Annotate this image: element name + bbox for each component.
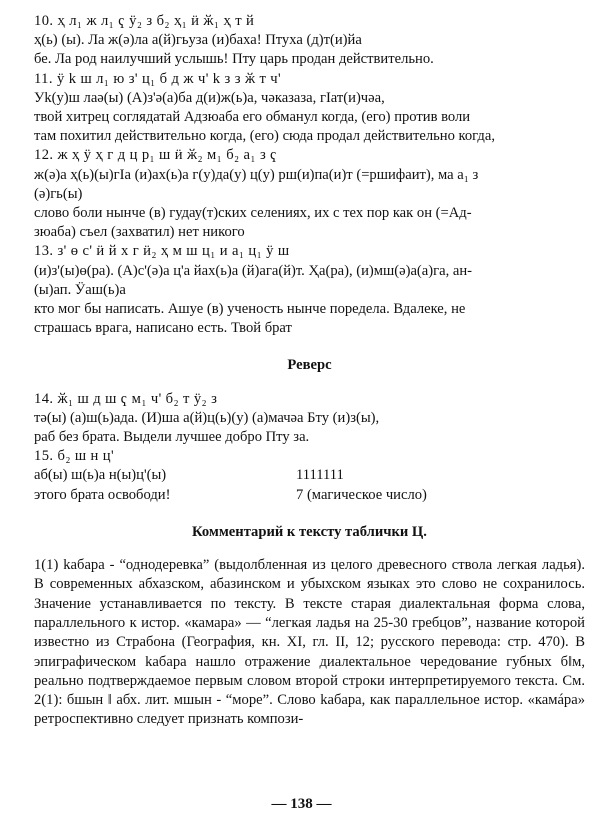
transliteration-line: 15. б₂ ш н ц' — [34, 448, 115, 465]
translation-line: твой хитрец соглядатай Адзюаба его обманул когда, (его) против воли — [34, 109, 471, 126]
reading-line: (ә)гь(ы) — [34, 185, 83, 202]
transliteration-line: 11. ӱ k ш л₁ ю з' ц₁ б д ж ч' k з з ӂ т ч' — [34, 70, 282, 87]
translation-line: кто мог бы написать. Ашуе (в) ученость нынче поредела. Вдалеке, не — [34, 301, 466, 318]
reverse-heading: Реверс — [287, 357, 332, 374]
commentary-block — [34, 556, 585, 730]
page-number: — 138 — — [271, 796, 332, 812]
transliteration-line: 13. з' ө с' ӥ й х г ӥ₂ ҳ м ш ц₁ и а₁ ц₁ ӱ ш — [34, 243, 290, 260]
reverse-row-left: этого брата освободи! — [34, 486, 171, 503]
upper-text-block — [34, 12, 585, 338]
reading-line: Уk(у)ш лаә(ы) (А)з'ә(а)ба д(и)ж(ь)а, чәказаза, гIат(и)чәа, — [34, 89, 385, 106]
commentary-heading: Комментарий к тексту таблички Ц. — [192, 523, 427, 540]
translation-line: слово боли нынче (в) гудау(т)ских селениях, их с тех пор как он (=Ад- — [34, 205, 472, 222]
translation-line: страшась врага, написано есть. Твой брат — [34, 320, 292, 337]
commentary-paragraph: 1(1) kабара - “однодеревка” (выдолбленная из целого древесного ствола легкая ладья). В современных абхазском, абазинском и убыхском языках это слово не сохранилось. Значение устанавливается по тексту. В тексте старая диалектальная форма слова, параллельного к истор. «камара» — “легкая ладья на 25-30 гребцов”, название которой известно из Страбона (География, кн. XI, гл. II, 12; русского перевода: стр. 470). В эпиграфическом kабара нашло отражение диалектальное чередование губных б‖м, реально подтверждаемое первым словом второй строки интерпретируемого текста. См. 2(1): бшын ‖ абх. лит. мшын - “море”. Слово kабара, как параллельное истор. «камáра» ретроспективно следует признать компози- — [34, 557, 585, 728]
reading-line: тә(ы) (а)ш(ь)ада. (И)ша а(й)ц(ь)(у) (а)мачәа Бту (и)з(ы), — [34, 409, 380, 426]
reverse-row — [34, 486, 585, 505]
reverse-text-block — [34, 390, 585, 505]
reverse-row — [34, 466, 585, 485]
reverse-row-left: аб(ы) ш(ь)а н(ы)ц'(ы) — [34, 467, 167, 484]
reading-line: (и)з'(ы)ө(ра). (А)с'(ә)а ц'а йах(ь)а (й)ага(й)т. Ҳа(ра), (и)мш(ә)а(а)га, ан- — [34, 262, 473, 279]
reverse-row-right: 7 (магическое число) — [296, 486, 427, 503]
transliteration-line: 12. ж ҳ ӱ ҳ г д ц р₁ ш ӥ ӂ₂ м₁ б₂ а₁ з ҁ — [34, 147, 278, 164]
translation-line: раб без брата. Выдели лучшее добро Пту за. — [34, 429, 310, 446]
translation-line: там похитил действительно когда, (его) сюда продал действительно когда, — [34, 128, 495, 145]
reading-line: ҳ(ь) (ы). Ла ж(ә)ла а(й)гьуза (и)баха! Птуха (д)т(и)йа — [34, 32, 362, 49]
transliteration-line: 14. ӂ₁ ш д ш ҁ м₁ ч' б₂ т ӱ₂ з — [34, 390, 218, 407]
translation-line: бе. Ла род наилучший услышь! Пту царь продан действительно. — [34, 51, 434, 68]
transliteration-line: 10. ҳ л₁ ж л₁ ҁ ӱ₂ з б₂ ҳ₁ ӥ ӂ₁ ҳ т й — [34, 13, 255, 29]
reading-line: (ы)ап. Ӱаш(ь)а — [34, 281, 126, 298]
reverse-row-right: 1111111 — [296, 467, 344, 484]
reading-line: ж(ә)а ҳ(ь)(ы)гIа (и)ах(ь)а г(у)да(у) ц(у) рш(и)па(и)т (=ршифаит), ма а₁ з — [34, 166, 479, 183]
translation-line: зюаба) съел (захватил) нет никого — [34, 224, 245, 241]
